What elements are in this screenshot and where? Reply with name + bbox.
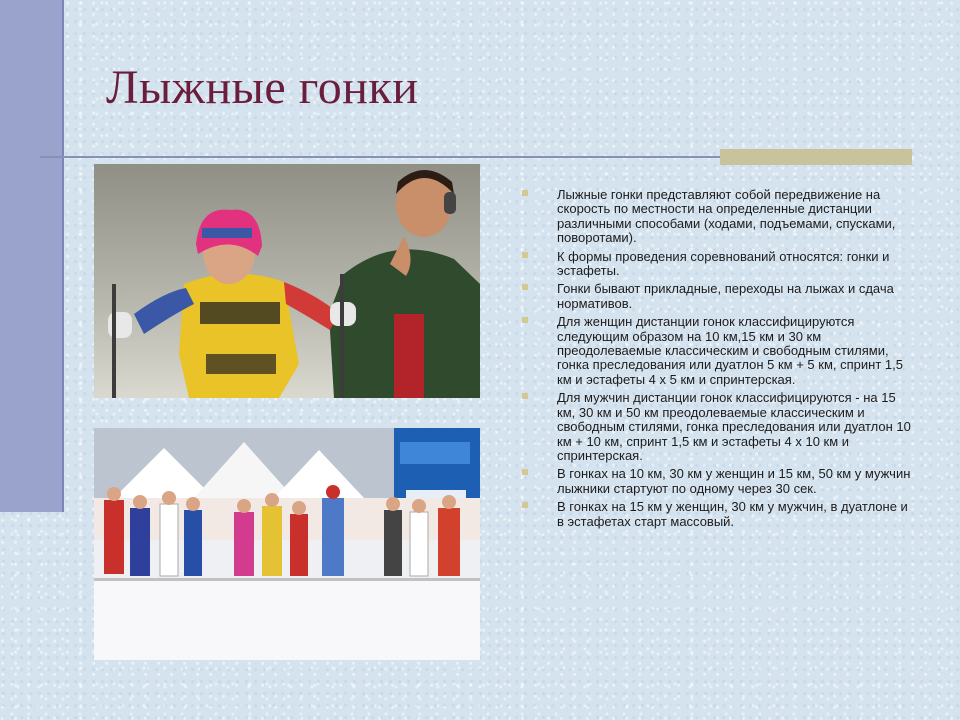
list-item-text: В гонках на 15 км у женщин, 30 км у мужчин, в дуатлоне и в эстафетах старт массовый. [557, 499, 908, 529]
list-item-text: Для мужчин дистанции гонок классифицируются - на 15 км, 30 км и 50 км преодолеваемые классическим и свободным стилями, гонка преследования или дуатлон 10 км + 10 км, спринт 1,5 км и эстафеты 4 х 10 км и спринтерская. [557, 390, 911, 463]
bullet-icon [522, 190, 528, 196]
slide-title: Лыжные гонки [106, 61, 419, 114]
bullet-icon [522, 252, 528, 258]
list-item-text: Лыжные гонки представляют собой передвижение на скорость по местности на определенные дистанции различными способами (ходами, подъемами, спусками, поворотами). [557, 187, 896, 246]
list-item [522, 188, 912, 246]
bullet-icon [522, 284, 528, 290]
bullet-icon [522, 317, 528, 323]
list-item-text: В гонках на 10 км, 30 км у женщин и 15 км, 50 км у мужчин лыжники стартуют по одному через 30 сек. [557, 466, 911, 496]
bullet-icon [522, 469, 528, 475]
list-item [522, 391, 912, 463]
photo-mass-start-race [94, 428, 480, 660]
bullet-list [522, 188, 912, 533]
bullet-icon [522, 502, 528, 508]
list-item [522, 282, 912, 311]
list-item [522, 467, 912, 496]
photo-coach-and-skier [94, 164, 480, 398]
list-item [522, 315, 912, 387]
title-accent-bar [720, 149, 912, 165]
list-item-text: К формы проведения соревнований относятся: гонки и эстафеты. [557, 248, 890, 279]
list-item-text: Для женщин дистанции гонок классифицируются следующим образом на 10 км,15 км и 30 км преодолеваемые классическим и свободным стилями, гонка преследования или дуатлон 5 км + 5 км, спринт 1,5 км и эстафеты 4 х 5 км и спринтерская. [557, 314, 903, 387]
list-item-text: Гонки бывают прикладные, переходы на лыжах и сдача нормативов. [557, 281, 894, 311]
left-decor-bar [0, 0, 64, 512]
list-item [522, 500, 912, 529]
list-item [522, 250, 912, 279]
bullet-icon [522, 393, 528, 399]
